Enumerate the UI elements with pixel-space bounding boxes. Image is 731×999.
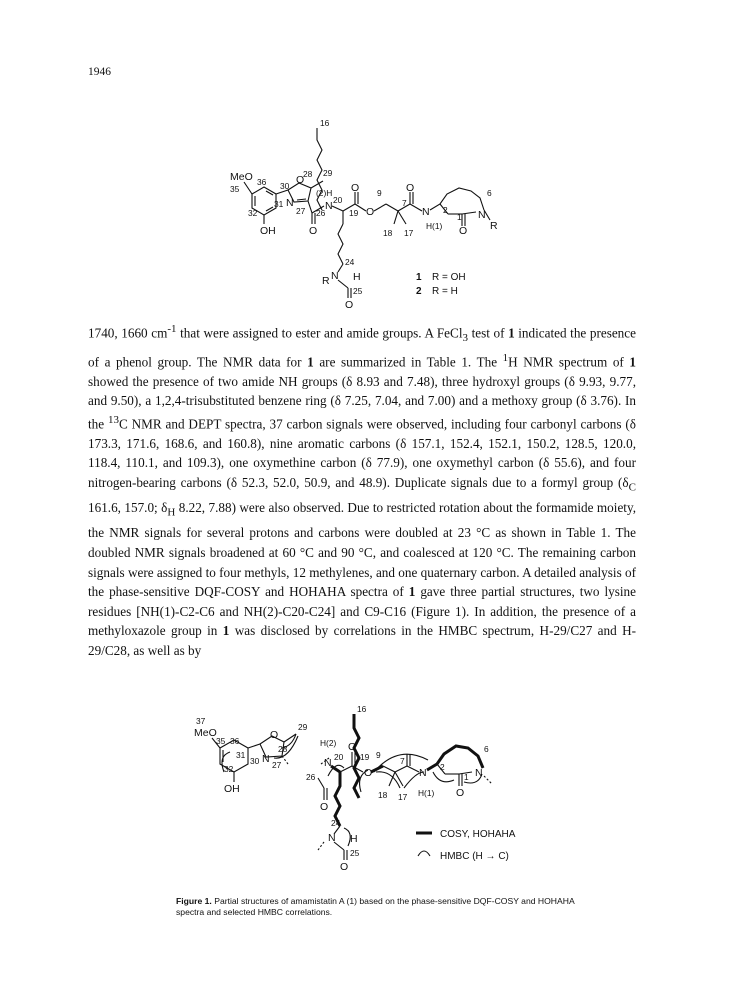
atom-label-o-carbonyl2: O (406, 182, 415, 194)
fig-atom-c31: 31 (236, 750, 246, 760)
fig-atom-n20: N (324, 757, 332, 769)
atom-label-c25: 25 (353, 286, 363, 296)
atom-label-c24: 24 (345, 257, 355, 267)
fig-atom-c35: 35 (216, 736, 226, 746)
atom-label-c6: 6 (487, 188, 492, 198)
atom-label-c1: 1 (457, 212, 462, 222)
legend-cosy-label: COSY, HOHAHA (440, 829, 516, 840)
atom-label-r-side: R (322, 275, 330, 287)
fig-atom-meo: MeO (194, 727, 217, 739)
fig-atom-o2: O (320, 801, 329, 813)
atom-label-c16: 16 (320, 118, 330, 128)
fig-atom-c1: 1 (464, 772, 469, 782)
fig-atom-n-side: N (328, 832, 336, 844)
fig-atom-c17: 17 (398, 792, 408, 802)
compound-2-definition: R = H (432, 286, 458, 297)
atom-label-n-side: N (331, 270, 339, 282)
fig-atom-c6: 6 (484, 744, 489, 754)
atom-label-o: O (296, 174, 305, 186)
fig-atom-h2: H(2) (320, 738, 337, 748)
fig-atom-c7: 7 (400, 756, 405, 766)
atom-label-c29: 29 (323, 168, 333, 178)
atom-label-o-carbonyl1: O (351, 182, 360, 194)
fig-atom-o1: O (348, 741, 357, 753)
atom-label-oh: OH (260, 225, 276, 237)
compound-2-number: 2 (416, 286, 422, 297)
atom-label-c20: 20 (333, 195, 343, 205)
structure-bottom (178, 700, 568, 890)
fig-atom-c36: 36 (230, 736, 240, 746)
fig-atom-c27: 27 (272, 760, 282, 770)
fig-atom-c2: 2 (440, 762, 445, 772)
atom-label-c27: 27 (296, 206, 306, 216)
page-number: 1946 (88, 66, 111, 78)
fig-atom-n-ring: N (475, 767, 483, 779)
fig-atom-c30: 30 (250, 756, 260, 766)
atom-label-o-bottom2: O (459, 225, 468, 237)
fig-atom-c19: 19 (360, 752, 370, 762)
fig-atom-c9: 9 (376, 750, 381, 760)
atom-label-c31: 31 (274, 199, 284, 209)
figure-caption-prefix: Figure 1. (176, 896, 212, 906)
fig-atom-c29: 29 (298, 722, 308, 732)
fig-atom-o-ester: O (364, 767, 373, 779)
atom-label-c28: 28 (303, 169, 313, 179)
atom-label-r-ring: R (490, 220, 498, 232)
atom-label-meo: MeO (230, 171, 253, 183)
atom-label-c2: 2 (443, 205, 448, 215)
atom-label-n27: N (286, 197, 294, 209)
atom-label-c26: 26 (316, 208, 326, 218)
atom-label-c19: 19 (349, 208, 359, 218)
atom-label-c36: 36 (257, 177, 267, 187)
atom-label-o-ester: O (366, 206, 375, 218)
atom-label-c17: 17 (404, 228, 414, 238)
atom-label-n-amide: N (422, 206, 430, 218)
atom-label-o-bottom1: O (309, 225, 318, 237)
figure-caption (176, 896, 576, 917)
figure-caption-text: Partial structures of amamistatin A (1) based on the phase-sensitive DQF-COSY and HOHAHA spectra and selected HMBC correlations. (176, 896, 575, 917)
atom-label-h2: (2)H (316, 188, 333, 198)
fig-atom-h-side: H (350, 833, 358, 845)
fig-atom-c20: 20 (334, 752, 344, 762)
fig-atom-n1: N (419, 767, 427, 779)
fig-atom-c18: 18 (378, 790, 388, 800)
compound-1-number: 1 (416, 272, 422, 283)
fig-atom-c26: 26 (306, 772, 316, 782)
atom-label-n-ring: N (478, 209, 486, 221)
fig-atom-c32: 32 (224, 764, 234, 774)
body-paragraph: 1740, 1660 $cm^{-1}$ that were assigned to ester and amide groups. A FeCl$_3$ test of 1 indicated the presence of a phenol group. The NMR data for 1 are summarized in Table 1. The $^1$H NMR spectrum of 1 showed the presence of two amide NH groups (δ 8.93 and 7.48), three hydroxyl groups (δ 9.93, 9.77, and 9.50), a 1,2,4-trisubstituted benzene ring (δ 7.25, 7.04, and 7.00) and a methoxy group (δ 3.76). In the $^{13}$C NMR and DEPT spectra, 37 carbon signals were observed, including four carbonyl carbons (δ 173.3, 171.6, 168.6, and 160.8), nine aromatic carbons (δ 157.1, 152.4, 152.1, 150.2, 128.5, 120.0, 118.4, 110.1, and 109.3), one oxymethine carbon (δ 77.9), one oxymethyl carbon (δ 55.6), and four nitrogen-bearing carbons (δ 52.3, 52.0, 50.9, and 48.9). Duplicate signals due to a formyl group ($\delta_C$ 161.6, 157.0; $\delta_H$ 8.22, 7.88) were also observed. Due to restricted rotation about the formamide moiety, the NMR signals for several protons and carbons were doubled at 23 °C as shown in Table 1. The doubled NMR signals broadened at 60 °C and 90 °C, and coalesced at 120 °C. The remaining carbon signals were assigned to four methyls, 12 methylenes, and one quaternary carbon. A detailed analysis of the phase-sensitive DQF-COSY and HOHAHA spectra of 1 gave three partial structures, two lysine residues [NH(1)-C2-C6 and NH(2)-C20-C24] and C9-C16 (Figure 1). In addition, the presence of a methyloxazole group in 1 was disclosed by correlations in the HMBC spectrum, H-29/C27 and H-29/C28, as well as by (88, 323, 637, 658)
fig-atom-c25: 25 (350, 848, 360, 858)
fig-atom-n27: N (262, 753, 270, 765)
compound-1-definition: R = OH (432, 272, 466, 283)
legend-hmbc-label: HMBC (H → C) (440, 851, 509, 862)
atom-label-c35: 35 (230, 184, 240, 194)
atom-label-c9: 9 (377, 188, 382, 198)
atom-label-c30: 30 (280, 181, 290, 191)
fig-atom-c24: 24 (331, 818, 341, 828)
fig-atom-oh: OH (224, 783, 240, 795)
atom-label-h-side: H (353, 271, 361, 283)
fig-atom-h1: H(1) (418, 788, 435, 798)
atom-label-c7: 7 (402, 198, 407, 208)
fig-atom-c37: 37 (196, 716, 206, 726)
fig-atom-c16: 16 (357, 704, 367, 714)
atom-label-h1: H(1) (426, 221, 443, 231)
fig-atom-o3: O (456, 787, 465, 799)
atom-label-o-side: O (345, 299, 354, 311)
atom-label-c18: 18 (383, 228, 393, 238)
structure-top (200, 112, 530, 311)
atom-label-c32: 32 (248, 208, 258, 218)
fig-atom-o-side: O (340, 861, 349, 873)
fig-atom-c28: 28 (278, 744, 288, 754)
atom-label-n20: N (325, 200, 333, 212)
fig-atom-o: O (270, 729, 279, 741)
